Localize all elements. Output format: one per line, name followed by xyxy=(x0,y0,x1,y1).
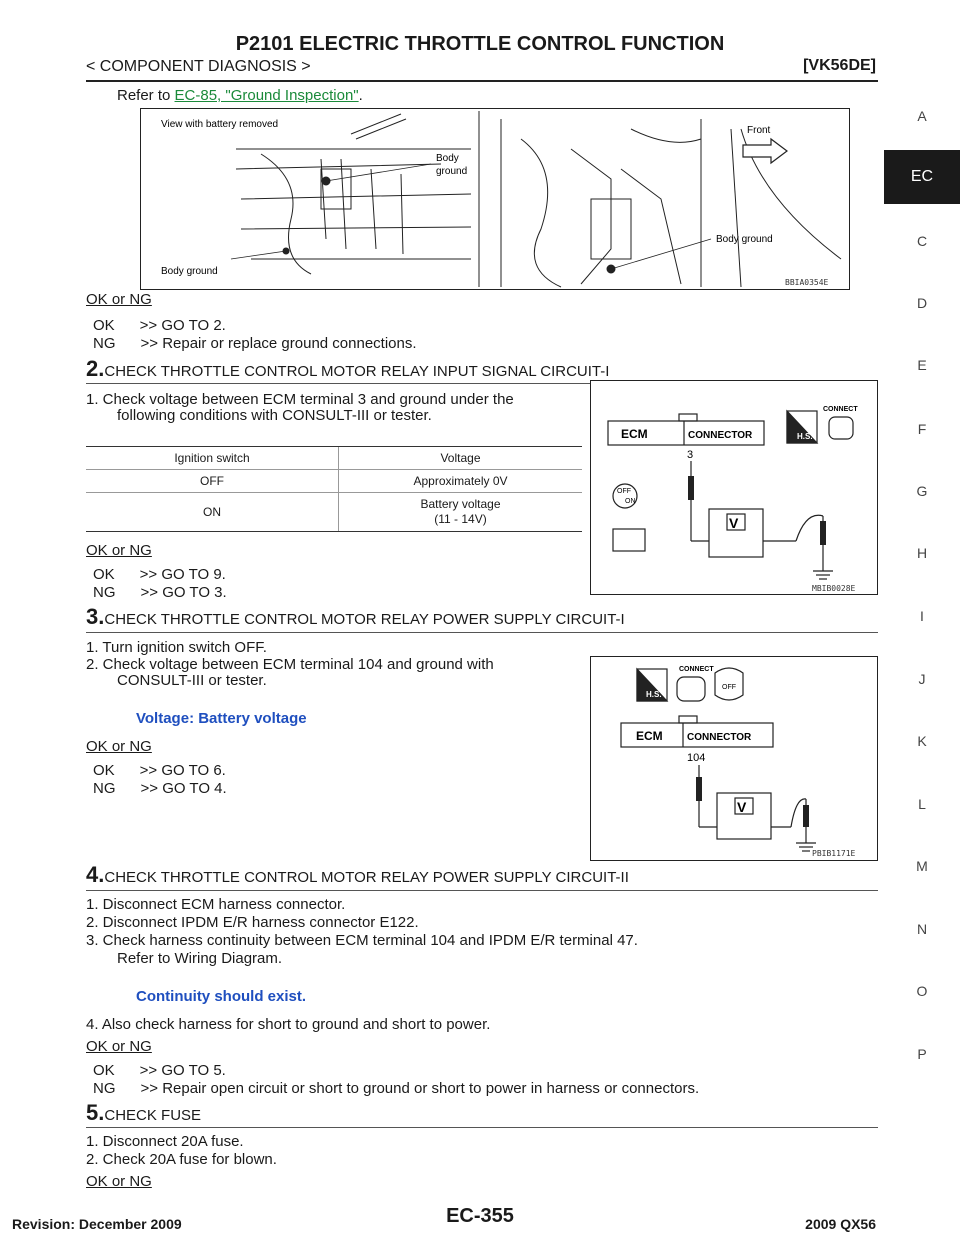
step2-item1-cont: following conditions with CONSULT-III or tester. xyxy=(117,407,432,424)
on-label: ON xyxy=(625,498,636,505)
side-tab-f[interactable]: F xyxy=(917,421,927,437)
step5-heading xyxy=(86,1100,201,1126)
table-cell-on: ON xyxy=(86,493,339,532)
step3-item2-cont: CONSULT-III or tester. xyxy=(117,672,267,689)
body-ground-label-left: Body ground xyxy=(161,266,218,277)
footer-page-number: EC-355 xyxy=(446,1205,514,1227)
ground-inspection-link[interactable]: EC-85, "Ground Inspection" xyxy=(174,87,359,104)
side-tab-g[interactable]: G xyxy=(916,483,928,499)
side-tab-j[interactable]: J xyxy=(918,671,926,687)
step5-title: CHECK FUSE xyxy=(104,1107,202,1124)
step1-ok-result: OK >> GO TO 2. xyxy=(93,317,226,334)
side-tab-n[interactable]: N xyxy=(916,921,928,937)
ignition-voltage-table xyxy=(86,446,582,532)
header-rule xyxy=(86,80,878,82)
step3-figure xyxy=(590,656,878,861)
table-header-ignition: Ignition switch xyxy=(86,447,339,470)
step4-number: 4. xyxy=(86,862,105,887)
step4-item1: 1. Disconnect ECM harness connector. xyxy=(86,896,346,913)
step5-item2: 2. Check 20A fuse for blown. xyxy=(86,1151,277,1168)
step3-title: CHECK THROTTLE CONTROL MOTOR RELAY POWER SUPPLY CIRCUIT-I xyxy=(104,611,625,628)
hs-label: H.S. xyxy=(797,432,813,441)
side-tab-d[interactable]: D xyxy=(916,295,928,311)
hs-label: H.S. xyxy=(646,690,662,699)
connect-label: CONNECT xyxy=(823,406,858,413)
voltmeter-label: V xyxy=(729,515,739,531)
step5-ok-or-ng: OK or NG xyxy=(86,1173,152,1190)
connector-label: CONNECTOR xyxy=(688,430,753,441)
step5-number: 5. xyxy=(86,1100,105,1125)
step5-item1: 1. Disconnect 20A fuse. xyxy=(86,1133,244,1150)
step2-heading xyxy=(86,356,609,382)
refer-suffix: . xyxy=(358,87,363,104)
figure1-code: BBIA0354E xyxy=(785,278,829,287)
step3-number: 3. xyxy=(86,604,105,629)
step2-ok-or-ng: OK or NG xyxy=(86,542,152,559)
section-subtitle: < COMPONENT DIAGNOSIS > xyxy=(86,58,311,75)
step4-item4: 4. Also check harness for short to ground and short to power. xyxy=(86,1016,491,1033)
step2-number: 2. xyxy=(86,356,105,381)
side-tab-o[interactable]: O xyxy=(916,983,928,999)
ecm-label: ECM xyxy=(636,729,663,743)
engine-model: [VK56DE] xyxy=(803,57,876,74)
step4-ok-result: OK >> GO TO 5. xyxy=(93,1062,226,1079)
step4-item2: 2. Disconnect IPDM E/R harness connector E122. xyxy=(86,914,419,931)
table-cell-off: OFF xyxy=(86,470,339,493)
step4-item3-cont: Refer to Wiring Diagram. xyxy=(117,950,283,967)
step3-heading xyxy=(86,604,625,630)
ground-location-figure xyxy=(140,108,850,290)
step3-ng-result: NG >> GO TO 4. xyxy=(93,780,227,797)
page-title: P2101 ELECTRIC THROTTLE CONTROL FUNCTION xyxy=(235,33,725,55)
side-tab-m[interactable]: M xyxy=(916,858,928,874)
step4-heading xyxy=(86,862,629,888)
refer-prefix: Refer to xyxy=(117,87,175,104)
refer-line xyxy=(117,86,363,105)
body-ground-label-top: Body xyxy=(436,153,459,164)
ecm-terminal3-circuit-illustration xyxy=(591,381,877,594)
view-label: View with battery removed xyxy=(161,119,279,130)
body-ground-label-top-2: ground xyxy=(436,166,468,177)
side-tab-i[interactable]: I xyxy=(920,608,924,624)
step3-item2: 2. Check voltage between ECM terminal 104 and ground with xyxy=(86,656,494,673)
side-tab-p[interactable]: P xyxy=(917,1046,927,1062)
terminal-3-label: 3 xyxy=(687,449,694,461)
step2-item1: 1. Check voltage between ECM terminal 3 and ground under the xyxy=(86,391,514,408)
side-tab-e[interactable]: E xyxy=(917,357,927,373)
table-cell-off-voltage: Approximately 0V xyxy=(413,474,508,488)
step3-ok-or-ng: OK or NG xyxy=(86,738,152,755)
step4-item3: 3. Check harness continuity between ECM terminal 104 and IPDM E/R terminal 47. xyxy=(86,932,638,949)
ecm-terminal104-circuit-illustration xyxy=(591,657,877,860)
footer-model-year: 2009 QX56 xyxy=(805,1216,876,1232)
step4-ng-result: NG >> Repair open circuit or short to ground or short to power in harness or connectors. xyxy=(93,1080,700,1097)
connect-label: CONNECT xyxy=(679,666,714,673)
step5-rule xyxy=(86,1127,878,1128)
front-label: Front xyxy=(747,125,771,136)
off-label: OFF xyxy=(722,684,736,691)
step3-item1: 1. Turn ignition switch OFF. xyxy=(86,639,267,656)
step2-ng-result: NG >> GO TO 3. xyxy=(93,584,227,601)
body-ground-label-right: Body ground xyxy=(716,234,773,245)
off-label: OFF xyxy=(617,488,631,495)
engine-bay-illustration xyxy=(141,109,849,289)
step2-figure xyxy=(590,380,878,595)
step3-rule xyxy=(86,632,878,633)
step4-spec: Continuity should exist. xyxy=(136,988,307,1005)
side-tab-ec-active[interactable]: EC xyxy=(884,150,960,204)
voltmeter-label: V xyxy=(737,799,747,815)
step1-ok-or-ng: OK or NG xyxy=(86,291,152,308)
ecm-label: ECM xyxy=(621,427,648,441)
step3-spec: Voltage: Battery voltage xyxy=(136,710,307,727)
step4-ok-or-ng: OK or NG xyxy=(86,1038,152,1055)
step3-ok-result: OK >> GO TO 6. xyxy=(93,762,226,779)
side-tab-a[interactable]: A xyxy=(917,108,927,124)
table-header-voltage: Voltage xyxy=(440,451,481,465)
connector-label: CONNECTOR xyxy=(687,732,752,743)
step2-title: CHECK THROTTLE CONTROL MOTOR RELAY INPUT SIGNAL CIRCUIT-I xyxy=(104,363,610,380)
table-cell-on-voltage: Battery voltage (11 - 14V) xyxy=(420,497,501,526)
side-tab-l[interactable]: L xyxy=(918,796,926,812)
step4-rule xyxy=(86,890,878,891)
step2-ok-result: OK >> GO TO 9. xyxy=(93,566,226,583)
side-tab-c[interactable]: C xyxy=(916,233,928,249)
step1-ng-result: NG >> Repair or replace ground connections. xyxy=(93,335,417,352)
terminal-104-label: 104 xyxy=(687,752,706,764)
side-tab-h[interactable]: H xyxy=(916,545,928,561)
step4-title: CHECK THROTTLE CONTROL MOTOR RELAY POWER SUPPLY CIRCUIT-II xyxy=(104,869,629,886)
step3-figure-code: PBIB1171E xyxy=(812,849,856,858)
footer-revision: Revision: December 2009 xyxy=(12,1216,182,1232)
step2-figure-code: MBIB0028E xyxy=(812,584,856,593)
side-tab-k[interactable]: K xyxy=(917,733,927,749)
